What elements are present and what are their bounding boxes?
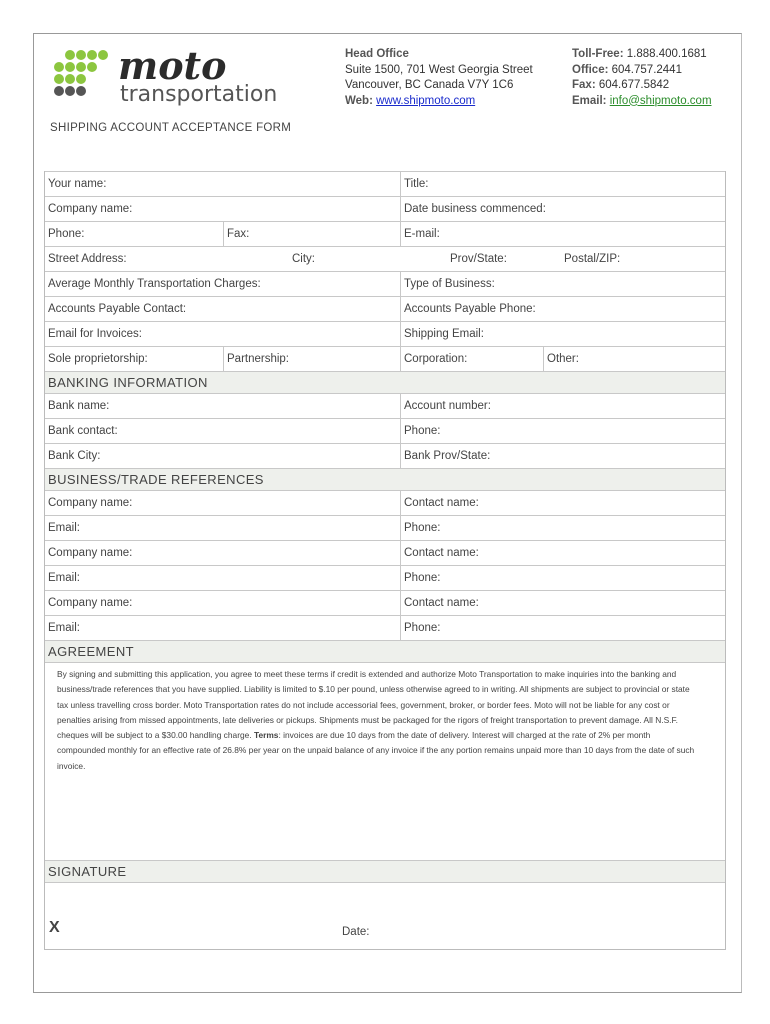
form-row: [45, 490, 725, 515]
moto-logo: [48, 46, 313, 106]
tollfree-label: Toll-Free:: [572, 48, 624, 60]
bank-city-field[interactable]: Bank City:: [48, 450, 101, 462]
ref-phone-field[interactable]: Phone:: [400, 516, 726, 540]
form-row: [45, 615, 725, 640]
email-invoices-field[interactable]: Email for Invoices:: [48, 328, 142, 340]
office-phone-label: Office:: [572, 63, 609, 76]
agreement-section-heading: AGREEMENT: [45, 640, 725, 662]
form-row: [45, 321, 725, 346]
form-row: [45, 271, 725, 296]
form-row: [45, 590, 725, 615]
banking-section-heading: BANKING INFORMATION: [45, 371, 725, 393]
ref-contact-name-field[interactable]: Contact name:: [400, 541, 726, 565]
terms-label: Terms: [253, 730, 279, 741]
form-page: [33, 33, 742, 993]
street-address-field[interactable]: Street Address:: [48, 253, 127, 265]
ap-phone-field[interactable]: Accounts Payable Phone:: [400, 297, 726, 321]
form-row: [45, 393, 725, 418]
date-commenced-field[interactable]: Date business commenced:: [400, 197, 726, 221]
title-field[interactable]: Title:: [400, 172, 726, 196]
phone-field[interactable]: Phone:: [48, 228, 85, 240]
email-link[interactable]: info@shipmoto.com: [609, 94, 712, 107]
form-row: [45, 221, 725, 246]
ref-email-field[interactable]: Email:: [48, 622, 80, 634]
email-label: Email:: [572, 94, 607, 107]
application-form-grid: [44, 171, 726, 950]
bank-contact-field[interactable]: Bank contact:: [48, 425, 118, 437]
fax-field[interactable]: Fax:: [223, 222, 401, 246]
form-row: [45, 296, 725, 321]
ref-phone-field[interactable]: Phone:: [400, 616, 726, 640]
contact-block: [572, 47, 712, 109]
form-row: [45, 418, 725, 443]
city-field[interactable]: City:: [292, 253, 315, 265]
signature-section-heading: SIGNATURE: [45, 860, 725, 882]
ref-company-name-field[interactable]: Company name:: [48, 497, 133, 509]
other-field[interactable]: Other:: [543, 347, 726, 371]
partnership-field[interactable]: Partnership:: [223, 347, 401, 371]
bank-prov-field[interactable]: Bank Prov/State:: [400, 444, 726, 468]
fax-value: 604.677.5842: [598, 79, 670, 91]
office-address-line1: Suite 1500, 701 West Georgia Street: [345, 63, 533, 76]
signature-area[interactable]: [45, 882, 725, 950]
corporation-field[interactable]: Corporation:: [400, 347, 544, 371]
tollfree-value: 1.888.400.1681: [626, 48, 707, 60]
ref-company-name-field[interactable]: Company name:: [48, 597, 133, 609]
bank-phone-field[interactable]: Phone:: [400, 419, 726, 443]
ap-contact-field[interactable]: Accounts Payable Contact:: [48, 303, 187, 315]
ref-email-field[interactable]: Email:: [48, 572, 80, 584]
references-section-heading: BUSINESS/TRADE REFERENCES: [45, 468, 725, 490]
logo-subname: transportation: [120, 82, 278, 106]
form-row: [45, 246, 725, 271]
business-type-field[interactable]: Type of Business:: [400, 272, 726, 296]
form-title: SHIPPING ACCOUNT ACCEPTANCE FORM: [50, 122, 292, 134]
ref-email-field[interactable]: Email:: [48, 522, 80, 534]
website-link[interactable]: www.shipmoto.com: [376, 94, 476, 107]
form-row: [45, 540, 725, 565]
form-row: [45, 171, 725, 196]
agreement-text-part1: By signing and submitting this application, you agree to meet these terms if credit is extended and authorize Moto Transportation to make inquiries into the banking and business/trade references that you have supplied. Liability is limited to $.10 per pound, unless otherwise agreed to in writing. All shipments are subject to provincial or state tax unless travelling cross border. Moto Transportation rates do not include accessorial fees, government, broker, or border fees. Moto will not be liable for any cost or penalties arising from missed appointments, late deliveries or pickups. Shipments must be packaged for the rigors of freight transportation to prevent damage. All N.S.F. cheques will be subject to a $30.00 handling charge.: [57, 669, 690, 741]
ref-phone-field[interactable]: Phone:: [400, 566, 726, 590]
form-row: [45, 443, 725, 468]
logo-dots-icon: [54, 50, 108, 96]
form-row: [45, 346, 725, 371]
logo-wordmark: moto: [118, 46, 227, 88]
ref-contact-name-field[interactable]: Contact name:: [400, 591, 726, 615]
form-row: [45, 515, 725, 540]
agreement-text-part2: : invoices are due 10 days from the date of delivery. Interest will charged at the rate of 2% per month compounded monthly for an effective rate of 26.8% per year on the unpaid balance of any invoice if the any portion remains unpaid more than 10 days from the date of such invoice.: [57, 730, 695, 771]
postal-zip-field[interactable]: Postal/ZIP:: [564, 253, 621, 265]
office-address-line2: Vancouver, BC Canada V7Y 1C6: [345, 79, 514, 91]
your-name-field[interactable]: Your name:: [48, 178, 107, 190]
shipping-email-field[interactable]: Shipping Email:: [400, 322, 726, 346]
ref-contact-name-field[interactable]: Contact name:: [400, 491, 726, 515]
company-name-field[interactable]: Company name:: [48, 203, 133, 215]
form-row: [45, 565, 725, 590]
sole-proprietorship-field[interactable]: Sole proprietorship:: [48, 353, 148, 365]
signature-date-label[interactable]: Date:: [342, 926, 370, 938]
office-phone-value: 604.757.2441: [611, 63, 682, 76]
fax-label: Fax:: [572, 79, 596, 91]
ref-company-name-field[interactable]: Company name:: [48, 547, 133, 559]
agreement-text: [45, 662, 725, 860]
avg-charges-field[interactable]: Average Monthly Transportation Charges:: [48, 278, 261, 290]
signature-x-mark: X: [49, 919, 60, 936]
account-number-field[interactable]: Account number:: [400, 394, 726, 418]
prov-state-field[interactable]: Prov/State:: [450, 253, 507, 265]
head-office-heading: Head Office: [345, 48, 409, 60]
head-office-block: [345, 47, 533, 109]
form-row: [45, 196, 725, 221]
bank-name-field[interactable]: Bank name:: [48, 400, 110, 412]
web-label: Web:: [345, 94, 373, 107]
email-field[interactable]: E-mail:: [400, 222, 726, 246]
